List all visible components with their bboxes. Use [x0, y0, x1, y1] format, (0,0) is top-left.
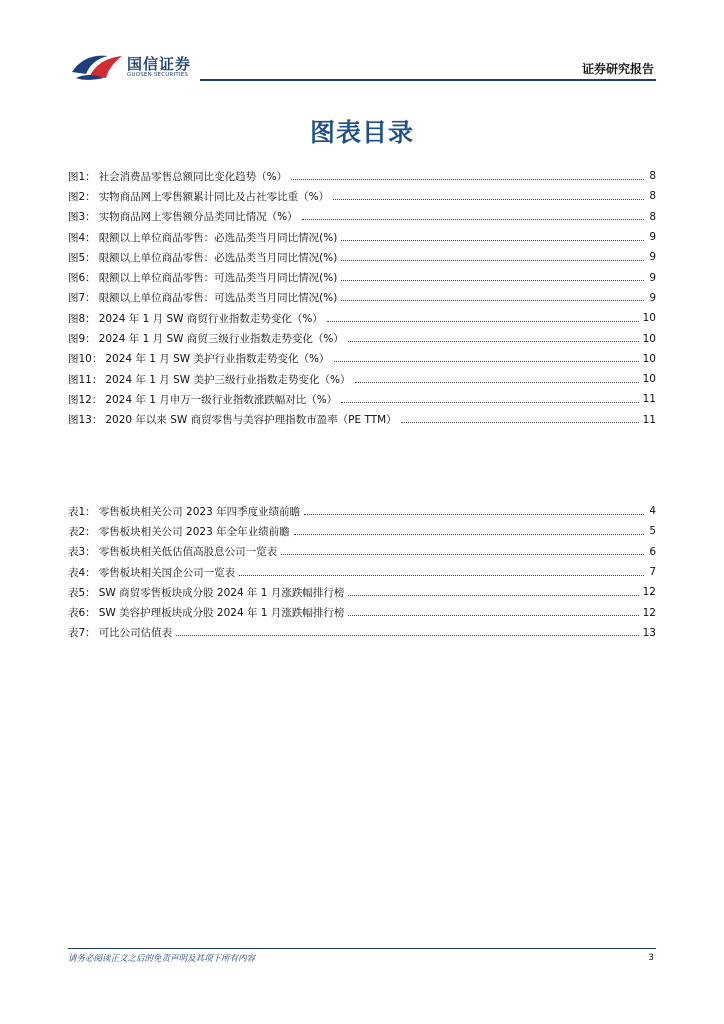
toc-entry-page: 13 [642, 626, 656, 639]
toc-entry-page: 9 [649, 231, 656, 244]
toc-dot-leader [304, 514, 644, 515]
toc-dot-leader [294, 534, 644, 535]
toc-entry-label: 图10： [68, 353, 103, 366]
toc-entry-label: 图4： [68, 231, 96, 244]
toc-dot-leader [176, 635, 638, 636]
figure-toc-entry[interactable] [68, 288, 656, 308]
toc-dot-leader [239, 575, 644, 576]
toc-entry-label: 图13： [68, 414, 103, 427]
toc-entry-page: 9 [649, 271, 656, 284]
toc-entry-title: 实物商品网上零售额分品类同比情况（%） [98, 211, 298, 224]
toc-dot-leader [348, 341, 639, 342]
page-number: 3 [648, 953, 654, 963]
toc-entry-page: 9 [649, 251, 656, 264]
toc-dot-leader [334, 361, 639, 362]
report-type: 证券研究报告 [581, 62, 654, 76]
toc-entry-page: 4 [649, 505, 656, 518]
toc-entry-label: 图7： [68, 292, 96, 305]
toc-entry-page: 5 [649, 525, 656, 538]
toc-dot-leader [341, 280, 644, 281]
header-divider [200, 79, 656, 81]
toc-dot-leader [341, 240, 644, 241]
table-toc-entry[interactable] [68, 521, 656, 541]
page-header [70, 50, 656, 84]
toc-entry-page: 10 [642, 312, 656, 325]
figure-toc-entry[interactable] [68, 328, 656, 348]
toc-entry-page: 9 [649, 291, 656, 304]
figure-toc-entry[interactable] [68, 369, 656, 389]
toc-entry-label: 图6： [68, 272, 96, 285]
figure-toc-entry[interactable] [68, 308, 656, 328]
toc-entry-label: 表4： [68, 566, 96, 579]
toc-entry-title: 零售板块相关公司 2023 年全年业绩前瞻 [98, 525, 290, 538]
toc-dot-leader [333, 199, 644, 200]
toc-dot-leader [327, 321, 639, 322]
toc-dot-leader [348, 595, 638, 596]
figure-toc-entry[interactable] [68, 227, 656, 247]
toc-dot-leader [291, 179, 644, 180]
toc-entry-label: 图5： [68, 251, 96, 264]
guosen-logo-icon [70, 50, 124, 82]
toc-entry-label: 表5： [68, 586, 96, 599]
toc-entry-page: 12 [642, 606, 656, 619]
toc-entry-label: 表3： [68, 546, 96, 559]
toc-entry-title: SW 美容护理板块成分股 2024 年 1 月涨跌幅排行榜 [98, 607, 345, 620]
toc-dot-leader [341, 300, 644, 301]
toc-entry-page: 8 [649, 210, 656, 223]
toc-entry-page: 12 [642, 586, 656, 599]
toc-entry-label: 表6： [68, 607, 96, 620]
toc-entry-title: 2024 年 1 月 SW 美护三级行业指数走势变化（%） [105, 373, 351, 386]
toc-entry-page: 6 [649, 545, 656, 558]
toc-entry-label: 图12： [68, 393, 103, 406]
toc-entry-title: 零售板块相关低估值高股息公司一览表 [98, 546, 278, 559]
table-toc-entry[interactable] [68, 501, 656, 521]
toc-entry-label: 表7： [68, 627, 96, 640]
toc-entry-page: 11 [642, 393, 656, 406]
toc-entry-label: 表2： [68, 525, 96, 538]
table-toc-entry[interactable] [68, 582, 656, 602]
toc-entry-label: 图3： [68, 211, 96, 224]
toc-entry-title: 限额以上单位商品零售：必选品类当月同比情况(%) [98, 231, 338, 244]
toc-dot-leader [281, 554, 644, 555]
toc-dot-leader [341, 402, 638, 403]
figure-toc-entry[interactable] [68, 247, 656, 267]
page-title: 图表目录 [309, 118, 414, 147]
table-toc-entry[interactable] [68, 562, 656, 582]
figure-toc-entry[interactable] [68, 166, 656, 186]
toc-entry-title: 社会消费品零售总额同比变化趋势（%） [98, 170, 288, 183]
toc-entry-label: 图1： [68, 170, 96, 183]
figure-toc-entry[interactable] [68, 267, 656, 287]
toc-entry-page: 10 [642, 332, 656, 345]
toc-entry-title: 实物商品网上零售额累计同比及占社零比重（%） [98, 190, 330, 203]
table-toc-entry[interactable] [68, 623, 656, 643]
toc-dot-leader [341, 260, 644, 261]
toc-entry-label: 图11： [68, 373, 103, 386]
figure-toc-entry[interactable] [68, 349, 656, 369]
figure-toc-entry[interactable] [68, 207, 656, 227]
toc-entry-page: 10 [642, 352, 656, 365]
toc-entry-title: 可比公司估值表 [98, 627, 173, 640]
toc-entry-title: 限额以上单位商品零售：可选品类当月同比情况(%) [98, 292, 338, 305]
toc-entry-title: 2024 年 1 月 SW 美护行业指数走势变化（%） [105, 353, 330, 366]
footer-divider [68, 948, 656, 949]
figure-toc-entry[interactable] [68, 410, 656, 430]
brand-name-en: GUOSEN SECURITIES [127, 72, 189, 78]
toc-entry-title: 2020 年以来 SW 商贸零售与美容护理指数市盈率（PE TTM） [105, 414, 397, 427]
toc-entry-title: 零售板块相关公司 2023 年四季度业绩前瞻 [98, 505, 301, 518]
toc-entry-title: 限额以上单位商品零售：可选品类当月同比情况(%) [98, 272, 338, 285]
table-toc-entry[interactable] [68, 542, 656, 562]
toc-entry-title: 2024 年 1 月 SW 商贸行业指数走势变化（%） [98, 312, 323, 325]
figure-toc-entry[interactable] [68, 389, 656, 409]
brand-name-cn: 国信证券 [127, 55, 192, 73]
toc-entry-label: 图2： [68, 190, 96, 203]
toc-dot-leader [355, 382, 639, 383]
toc-entry-title: SW 商贸零售板块成分股 2024 年 1 月涨跌幅排行榜 [98, 586, 345, 599]
toc-entry-page: 7 [649, 566, 656, 579]
toc-dot-leader [401, 422, 639, 423]
toc-entry-title: 零售板块相关国企公司一览表 [98, 566, 236, 579]
footer-disclaimer: 请务必阅读正文之后的免责声明及其项下所有内容 [68, 954, 256, 964]
toc-entry-page: 8 [649, 170, 656, 183]
toc-dot-leader [302, 219, 644, 220]
table-list [68, 501, 656, 643]
toc-entry-label: 图9： [68, 333, 96, 346]
toc-entry-label: 图8： [68, 312, 96, 325]
toc-entry-page: 11 [642, 413, 656, 426]
toc-entry-label: 表1： [68, 505, 96, 518]
toc-entry-title: 2024 年 1 月 SW 商贸三级行业指数走势变化（%） [98, 333, 344, 346]
toc-entry-title: 2024 年 1 月申万一级行业指数涨跌幅对比（%） [105, 393, 338, 406]
toc-dot-leader [348, 615, 638, 616]
toc-entry-page: 8 [649, 190, 656, 203]
toc-entry-page: 10 [642, 373, 656, 386]
figure-list [68, 166, 656, 430]
figure-toc-entry[interactable] [68, 186, 656, 206]
table-toc-entry[interactable] [68, 602, 656, 622]
toc-entry-title: 限额以上单位商品零售：必选品类当月同比情况(%) [98, 251, 338, 264]
